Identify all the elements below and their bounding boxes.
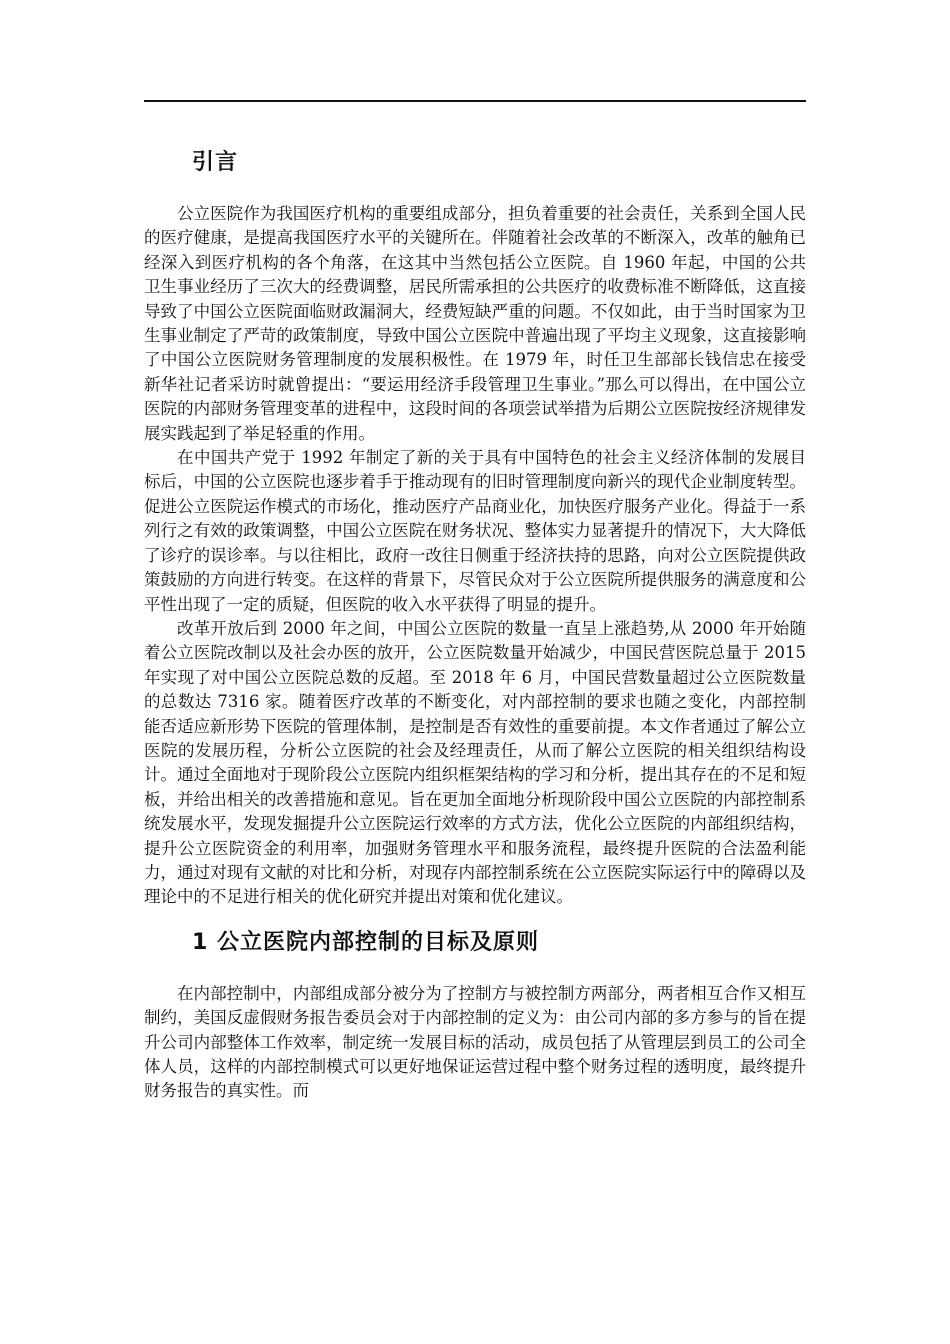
- paragraph: 在中国共产党于 1992 年制定了新的关于具有中国特色的社会主义经济体制的发展目标后，中国的公立医院也逐步着手于推动现有的旧时管理制度向新兴的现代企业制度转型。促进公立医院运作模式的市场化，推动医疗产品商业化，加快医疗服务产业化。得益于一系列行之有效的政策调整，中国公立医院在财务状况、整体实力显著提升的情况下，大大降低了诊疗的误诊率。与以往相比，政府一改往日侧重于经济扶持的思路，向对公立医院提供政策鼓励的方向进行转变。在这样的背景下，尽管民众对于公立医院所提供服务的满意度和公平性出现了一定的质疑，但医院的收入水平获得了明显的提升。: [144, 448, 806, 614]
- section-heading-intro: 引言: [192, 150, 239, 175]
- section-heading-1: 1 公立医院内部控制的目标及原则: [192, 929, 539, 955]
- header-rule: [144, 100, 806, 102]
- paragraph: 在内部控制中，内部组成部分被分为了控制方与被控制方两部分，两者相互合作又相互制约，美国反虚假财务报告委员会对于内部控制的定义为：由公司内部的多方参与的旨在提升公司内部整体工作效率，制定统一发展目标的活动，成员包括了从管理层到员工的公司全体人员，这样的内部控制模式可以更好地保证运营过程中整个财务过程的透明度，最终提升财务报告的真实性。而: [144, 983, 806, 1101]
- paragraph: 改革开放后到 2000 年之间，中国公立医院的数量一直呈上涨趋势,从 2000 年开始随着公立医院改制以及社会办医的放开，公立医院数量开始减少，中国民营医院总量于 2015 年实现了对中国公立医院总数的反超。至 2018 年 6 月，中国民营数量超过公立医院数量的总数达 7316 家。随着医疗改革的不断变化，对内部控制的要求也随之变化，内部控制能否适应新形势下医院的管理体制，是控制是否有效性的重要前提。本文作者通过了解公立医院的发展历程，分析公立医院的社会及经理责任，从而了解公立医院的相关组织结构设计。通过全面地对于现阶段公立医院内组织框架结构的学习和分析，提出其存在的不足和短板，并给出相关的改善措施和意见。旨在更加全面地分析现阶段中国公立医院的内部控制系统发展水平，发现发掘提升公立医院运行效率的方式方法，优化公立医院的内部组织结构，提升公立医院资金的利用率，加强财务管理水平和服务流程，最终提升医院的合法盈利能力，通过对现有文献的对比和分析，对现存内部控制系统在公立医院实际运行中的障碍以及理论中的不足进行相关的优化研究并提出对策和优化建议。: [144, 618, 806, 907]
- paragraph: 公立医院作为我国医疗机构的重要组成部分，担负着重要的社会责任，关系到全国人民的医疗健康，是提高我国医疗水平的关键所在。伴随着社会改革的不断深入，改革的触角已经深入到医疗机构的各个角落，在这其中当然包括公立医院。自 1960 年起，中国的公共卫生事业经历了三次大的经费调整，居民所需承担的公共医疗的收费标准不断降低，这直接导致了中国公立医院面临财政漏洞大，经费短缺严重的问题。不仅如此，由于当时国家为卫生事业制定了严苛的政策制度，导致中国公立医院中普遍出现了平均主义现象，这直接影响了中国公立医院财务管理制度的发展积极性。在 1979 年，时任卫生部部长钱信忠在接受新华社记者采访时就曾提出：“要运用经济手段管理卫生事业。”那么可以得出，在中国公立医院的内部财务管理变革的进程中，这段时间的各项尝试举措为后期公立医院按经济规律发展实践起到了举足轻重的作用。: [144, 204, 806, 443]
- page-content: [144, 138, 806, 1104]
